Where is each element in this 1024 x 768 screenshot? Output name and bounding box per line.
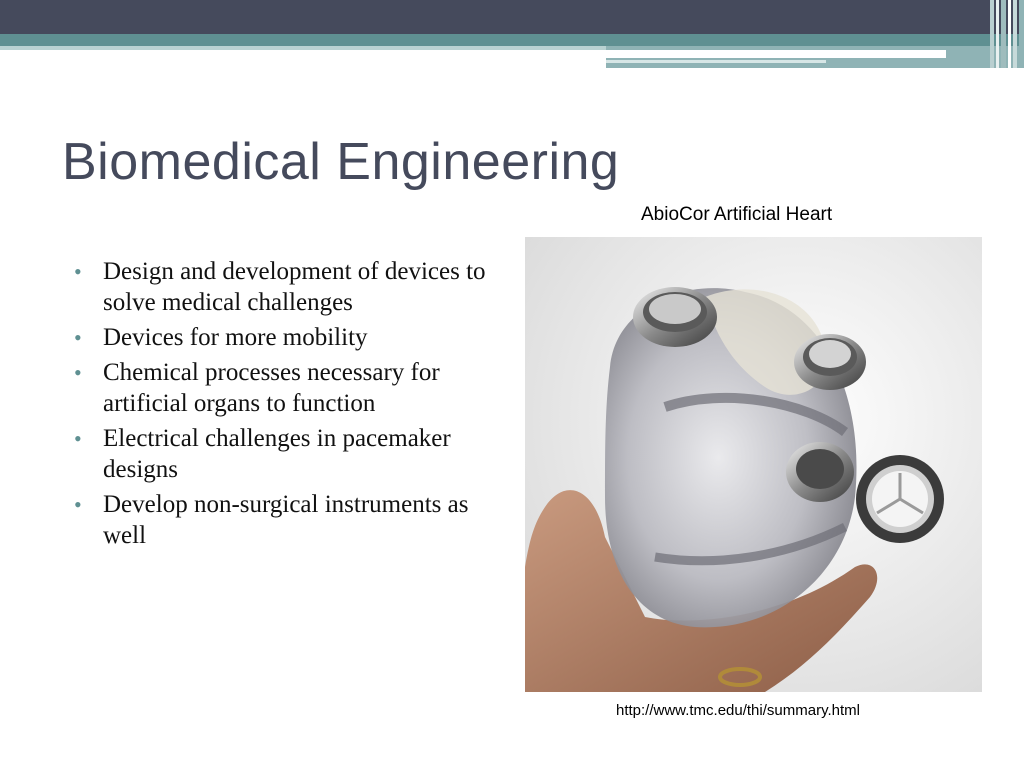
bullet-dot-icon: • xyxy=(74,492,82,517)
bullet-item xyxy=(70,489,500,551)
bullet-text: Chemical processes necessary for artificial organs to function xyxy=(103,359,440,417)
bullet-dot-icon: • xyxy=(74,259,82,284)
bullet-dot-icon: • xyxy=(74,426,82,451)
bullet-text: Design and development of devices to solve medical challenges xyxy=(103,258,486,316)
artificial-heart-photo xyxy=(525,237,982,692)
bullet-item xyxy=(70,423,500,485)
bullet-item xyxy=(70,322,500,353)
source-url: http://www.tmc.edu/thi/summary.html xyxy=(616,702,860,719)
slide-title: Biomedical Engineering xyxy=(62,133,620,191)
header-band-dark xyxy=(0,0,1024,34)
bullet-dot-icon: • xyxy=(74,325,82,350)
bullet-item xyxy=(70,357,500,419)
header-band-teal xyxy=(0,34,1024,46)
header-band-right-inner xyxy=(606,50,946,58)
bullet-dot-icon: • xyxy=(74,360,82,385)
header-band-light xyxy=(0,46,610,50)
bullet-text: Develop non-surgical instruments as well xyxy=(103,491,469,549)
header-band-right-inner2 xyxy=(606,60,826,63)
image-caption: AbioCor Artificial Heart xyxy=(641,204,833,225)
bullet-list xyxy=(70,256,500,555)
bullet-text: Electrical challenges in pacemaker designs xyxy=(103,425,451,483)
bullet-text: Devices for more mobility xyxy=(103,324,368,351)
bullet-item xyxy=(70,256,500,318)
header-stripes xyxy=(990,0,1024,68)
